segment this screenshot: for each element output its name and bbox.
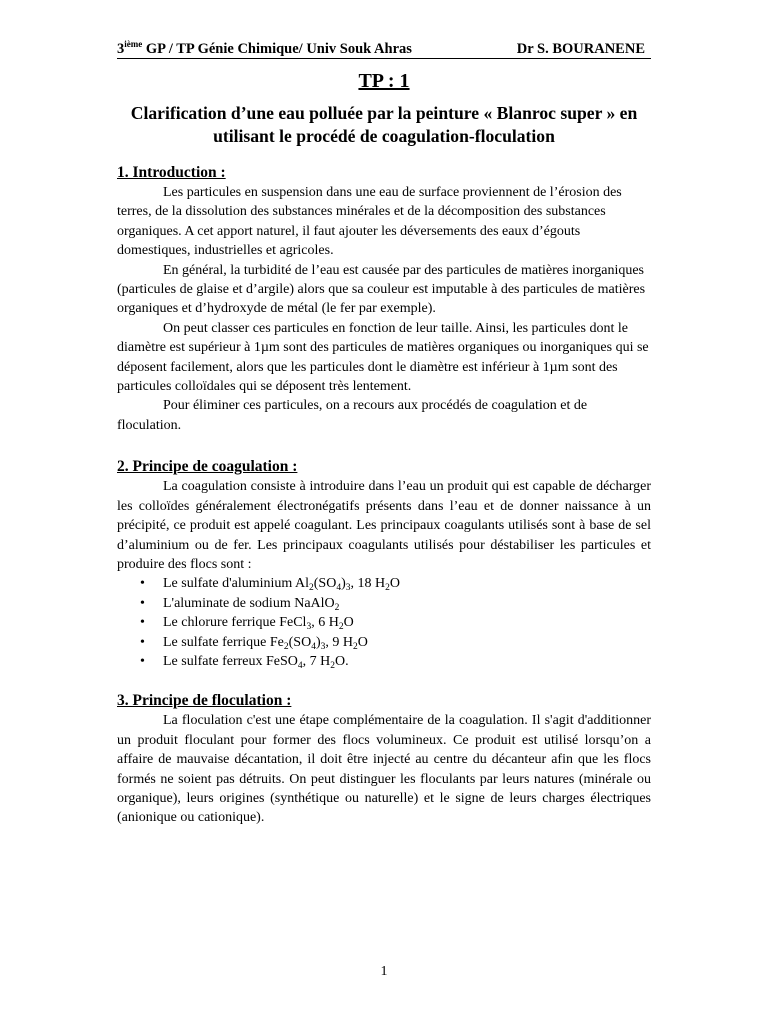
tp-number: TP : 1 [358,70,410,92]
document-page [117,40,651,828]
coagulation-paragraph: La coagulation consiste à introduire dans l’eau un produit qui est capable de décharger les colloïdes généralement électronégatifs présents dans l’eau et de donner naissance à un précipité, ce produit est appelé coagulant. Les principaux coagulants utilisés sont à base de sel d’aluminium ou de fer. Les principaux coagulants utilisés pour déstabiliser les particules et produire des flocs sont : [117,479,651,572]
floculation-body [117,711,651,827]
list-item: • Le sulfate ferrique $Fe_2(SO_4)_3$, 9 $H_2O$ [117,633,651,652]
course-info [117,40,412,58]
list-item: • Le chlorure ferrique FeCl$_3$, 6 $H_2O$ [117,613,651,632]
coagulation-heading: 2. Principe de coagulation : [117,458,298,476]
list-item: • L'aluminate de sodium NaAlO$_2$ [117,594,651,613]
floculation-paragraph: La floculation c'est une étape complémentaire de la coagulation. Il s'agit d'additionner un produit floculant pour former des flocs volumineux. Ce produit est utilisé lorsqu’on a affaire de mauvaise décantation, il doit être injecté au centre du décanteur afin que les flocs formés ne soient pas détruits. On peut distinguer les floculants par leurs natures (minérale ou organique), leurs origines (synthétique ou naturelle) et le signe de leurs charges électriques (anionique ou cationique). [117,713,651,826]
page-header [117,40,651,59]
intro-paragraph-2: En général, la turbidité de l’eau est causée par des particules de matières inorganiques (particules de glaise et d’argile) alors que sa couleur est imputable à des particules de matières organiques et d’hydroxyde de métal (le fer par exemple). [117,262,646,317]
level-number: 3 [117,41,125,57]
intro-paragraph-4: Pour éliminer ces particules, on a recours aux procédés de coagulation et de floculation. [117,398,588,433]
author-name: Dr S. BOURANENE [516,41,645,57]
level-superscript: ième [124,39,143,49]
document-title: Clarification d’une eau polluée par la peinture « Blanroc super » en utilisant le procédé de coagulation-floculation [130,103,638,146]
list-item: • Le sulfate ferreux FeSO$_4$, 7 $H_2O$. [117,652,651,671]
intro-paragraph-1: Les particules en suspension dans une eau de surface proviennent de l’érosion des terres, de la dissolution des substances minérales et de la décomposition des substances organiques. A cet apport naturel, il faut ajouter les déversements des eaux d’égouts domestiques, industrielles et agricoles. [117,185,622,259]
introduction-body [117,183,651,435]
coagulation-body [117,477,651,574]
floculation-heading: 3. Principe de floculation : [117,692,292,710]
page-number: 1 [380,964,388,979]
introduction-heading: 1. Introduction : [117,164,226,181]
course-name: GP / TP Génie Chimique/ Univ Souk Ahras [142,41,412,57]
list-item: • Le sulfate d'aluminium $Al_2(SO_4)_3$, 18 $H_2O$ [117,574,651,593]
intro-paragraph-3: On peut classer ces particules en fonction de leur taille. Ainsi, les particules dont le diamètre est supérieur à 1µm sont des particules de matières organiques ou inorganiques qui se déposent facilement, alors que les particules dont le diamètre est inférieur à 1µm sont des particules colloïdales qui se déposent très lentement. [117,320,649,395]
coagulant-list [117,574,651,671]
